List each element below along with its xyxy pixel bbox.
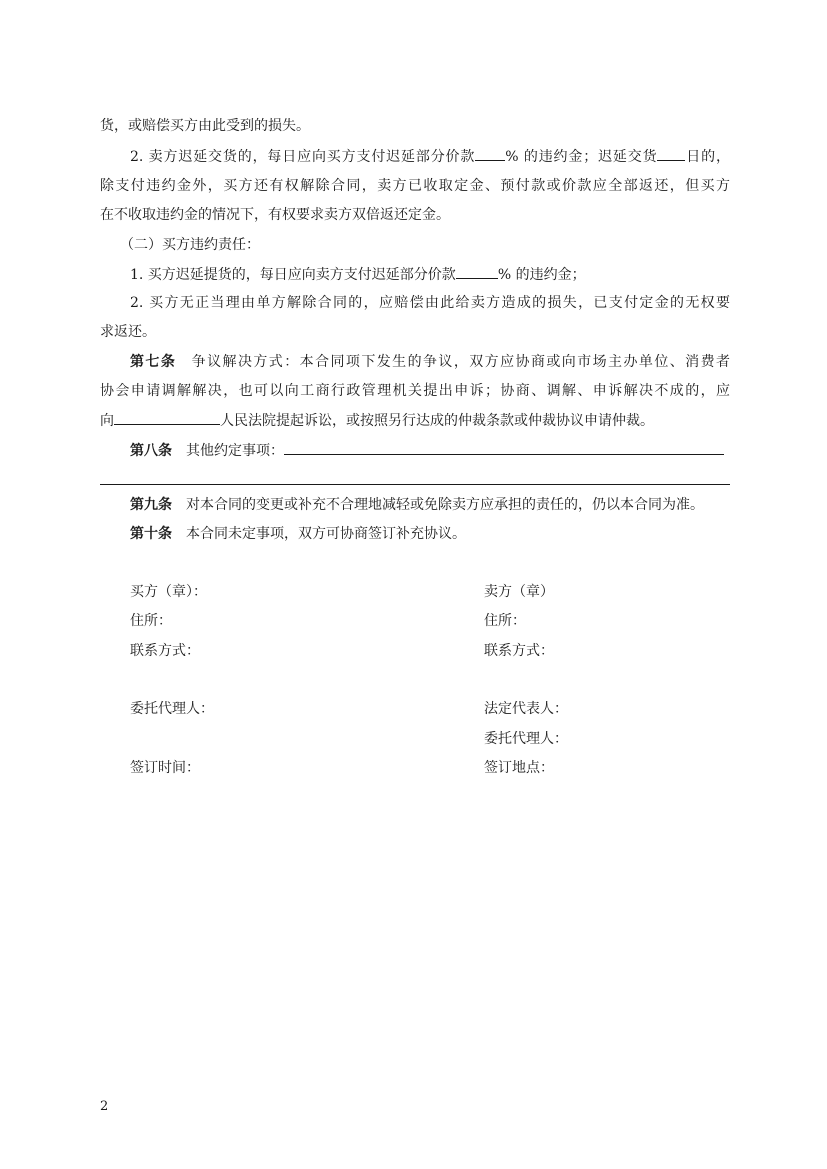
buyer-agent-label: 委托代理人： — [130, 701, 214, 717]
article-9 — [130, 495, 730, 515]
text: % 的违约金；迟延交货 — [505, 149, 658, 165]
article-10 — [130, 524, 730, 544]
blank-percent-field — [475, 146, 505, 161]
clause-buyer-delay — [130, 264, 730, 285]
text: 协会申请调解解决，也可以向工商行政管理机关提出申诉；协商、调解、申诉解决不成的，应 — [100, 383, 730, 399]
blank-other-terms-line — [100, 484, 730, 485]
buyer-seal-label: 买方（章）： — [130, 584, 207, 600]
seller-agent-label: 委托代理人： — [484, 731, 568, 747]
text: 货，或赔偿买方由此受到的损失。 — [100, 118, 310, 134]
text: 2. 卖方迟延交货的，每日应向买方支付迟延部分价款 — [130, 149, 476, 165]
clause-seller-delay — [130, 146, 730, 167]
page-number: 2 — [100, 1099, 109, 1114]
blank-other-terms-field — [284, 440, 724, 455]
buyer-address-label: 住所： — [130, 613, 172, 629]
article-label: 第九条 — [130, 497, 172, 513]
seller-contact-label: 联系方式： — [484, 643, 554, 659]
paragraph-line — [100, 381, 730, 401]
buyer-contact-label: 联系方式： — [130, 643, 200, 659]
text: 其他约定事项： — [186, 443, 284, 459]
article-label: 第八条 — [130, 443, 172, 459]
blank-percent-field — [456, 264, 498, 279]
article-label: 第十条 — [130, 526, 172, 542]
article-8 — [130, 440, 730, 461]
paragraph-line — [100, 410, 730, 431]
seller-legal-rep-label: 法定代表人： — [484, 701, 568, 717]
article-7 — [130, 352, 730, 372]
text: 日的， — [685, 149, 730, 165]
text: 2. 买方无正当理由单方解除合同的，应赔偿由此给卖方造成的损失，已支付定金的无权要 — [130, 295, 730, 311]
clause-buyer-termination — [130, 293, 730, 313]
paragraph-line — [100, 322, 730, 342]
text: 对本合同的变更或补充不合理地减轻或免除卖方应承担的责任的，仍以本合同为准。 — [186, 497, 704, 513]
text: 除支付违约金外，买方还有权解除合同，卖方已收取定金、预付款或价款应全部返还，但买方 — [100, 178, 730, 194]
paragraph-line — [100, 116, 730, 136]
text: 向 — [100, 413, 114, 429]
blank-court-field — [114, 410, 220, 425]
text: 人民法院提起诉讼，或按照另行达成的仲裁条款或仲裁协议申请仲裁。 — [220, 413, 654, 429]
sign-place-label: 签订地点： — [484, 760, 554, 776]
blank-days-field — [657, 146, 685, 161]
sign-time-label: 签订时间： — [130, 760, 200, 776]
text: 求返还。 — [100, 324, 156, 340]
text: % 的违约金； — [497, 267, 586, 283]
text: 在不收取违约金的情况下，有权要求卖方双倍返还定金。 — [100, 207, 450, 223]
paragraph-line — [100, 176, 730, 196]
seller-seal-label: 卖方（章） — [484, 584, 554, 600]
section-heading-buyer-liability — [120, 235, 750, 255]
text: （二）买方违约责任： — [120, 237, 260, 253]
article-label: 第七条 — [130, 354, 177, 370]
text: 争议解决方式：本合同项下发生的争议，双方应协商或向市场主办单位、消费者 — [190, 354, 731, 370]
text: 本合同未定事项，双方可协商签订补充协议。 — [186, 526, 466, 542]
text: 1. 买方迟延提货的，每日应向卖方支付迟延部分价款 — [130, 267, 456, 283]
paragraph-line — [100, 205, 730, 225]
seller-address-label: 住所： — [484, 613, 526, 629]
